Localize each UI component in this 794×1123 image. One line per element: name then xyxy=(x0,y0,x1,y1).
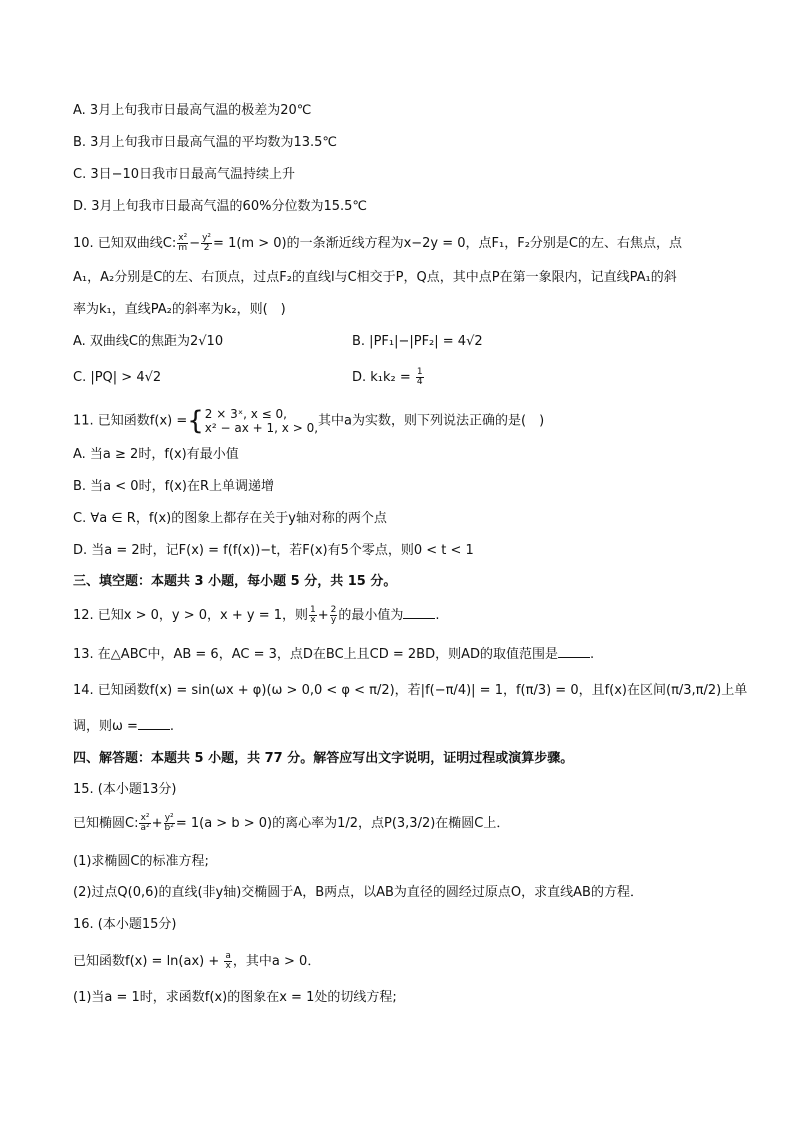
q16-part-1: (1)当a = 1时，求函数f(x)的图象在x = 1处的切线方程; xyxy=(73,990,397,1005)
section-3-heading: 三、填空题：本题共 3 小题，每小题 5 分，共 15 分。 xyxy=(73,574,397,589)
q16-stem: 已知函数f(x) = ln(ax) + $\frac{a}{x}$ ，其中a > 0． xyxy=(73,951,321,971)
q14-stem-line2: 调，则ω = . xyxy=(73,719,175,734)
q15-part-2: (2)过点Q(0,6)的直线(非y轴)交椭圆于A，B两点，以AB为直径的圆经过原点O，求直线AB的方程． xyxy=(73,885,643,900)
q9-option-b: B. 3月上旬我市日最高气温的平均数为13.5℃ xyxy=(73,135,337,150)
q14-answer-blank[interactable] xyxy=(138,717,170,730)
q15-frac-x2-a2: $\frac{\text{x²}}{\text{a²}}$ xyxy=(140,813,150,833)
q10-option-c: C. |PQ| > 4√2 xyxy=(73,370,162,385)
q16-heading: 16. (本小题15分) xyxy=(73,917,177,932)
q11-option-d: D. 当a = 2时，记F(x) = f(f(x))−t，若F(x)有5个零点，则0 < t < 1 xyxy=(73,543,474,558)
q11-option-c: C. ∀a ∈ R，f(x)的图象上都存在关于y轴对称的两个点 xyxy=(73,511,387,526)
q12-frac-1-x: $\frac{1}{x}$ xyxy=(310,605,316,625)
q12-frac-2-y: $\frac{2}{y}$ xyxy=(330,605,337,625)
q12-answer-blank[interactable] xyxy=(403,606,435,619)
q10-stem-line3: 率为k₁，直线PA₂的斜率为k₂，则( ) xyxy=(73,302,286,317)
section-4-heading: 四、解答题：本题共 5 小题，共 77 分。解答应写出文字说明，证明过程或演算步骤。 xyxy=(73,751,574,766)
q10-prefix: 10. 已知双曲线C: xyxy=(73,236,177,251)
q10-stem-line2: A₁，A₂分别是C的左、右顶点，过点F₂的直线l与C相交于P，Q点，其中点P在第一象限内，记直线PA₁的斜 xyxy=(73,270,677,285)
q14-stem-line1: 14. 已知函数f(x) = sin(ωx + φ)(ω > 0,0 < φ < π/2)，若|f(−π/4)| = 1，f(π/3) = 0，且f(x)在区间(π/3,π/2)上单 xyxy=(73,683,748,698)
q10-option-d: D. k₁k₂ = $\frac{1}{4}$ xyxy=(352,367,423,387)
q10-rest: = 1(m > 0)的一条渐近线方程为x−2y = 0，点F₁，F₂分别是C的左、右焦点，点 xyxy=(213,236,683,251)
q13-stem: 13. 在△ABC中，AB = 6，AC = 3，点D在BC上且CD = 2BD，则AD的取值范围是 . xyxy=(73,647,595,662)
q13-answer-blank[interactable] xyxy=(558,645,590,658)
q10-frac-1-4: $\frac{1}{4}$ xyxy=(416,367,423,387)
q11-option-a: A. 当a ≥ 2时，f(x)有最小值 xyxy=(73,447,239,462)
q15-stem: 已知椭圆C: $\frac{\text{x²}}{\text{a²}}$ + $\frac{\text{y²}}{\text{b²}}$ = 1(a > b > 0)的离心率为1/2，点P(3,3/2)在椭圆C上． xyxy=(73,813,510,833)
q12-stem: 12. 已知x > 0，y > 0，x + y = 1，则 $\frac{1}{x}$ + $\frac{2}{y}$ 的最小值为 . xyxy=(73,605,440,625)
q11-stem: 11. 已知函数f(x) ={ 2 × 3ˣ, x ≤ 0, x² − ax + 1, x > 0, 其中a为实数，则下列说法正确的是( ) xyxy=(73,406,545,436)
q15-heading: 15. (本小题13分) xyxy=(73,782,177,797)
q11-option-b: B. 当a < 0时，f(x)在R上单调递增 xyxy=(73,479,275,494)
q10-stem-line1: 10. 已知双曲线C: $\frac{\text{x²}}{m}$ − $\frac{\text{y²}}{2}$ = 1(m > 0)的一条渐近线方程为x−2y = 0，点F₁，F₂分别是C的左、右焦点，点 xyxy=(73,233,683,253)
q15-frac-y2-b2: $\frac{\text{y²}}{\text{b²}}$ xyxy=(164,813,174,833)
q10-option-b: B. |PF₁|−|PF₂| = 4√2 xyxy=(352,334,483,349)
q16-frac-a-x: $\frac{a}{x}$ xyxy=(225,951,231,971)
q9-option-a: A. 3月上旬我市日最高气温的极差为20℃ xyxy=(73,103,312,118)
piecewise-brace: { xyxy=(187,406,204,436)
q9-option-c: C. 3日−10日我市日最高气温持续上升 xyxy=(73,167,296,182)
q10-option-a: A. 双曲线C的焦距为2√10 xyxy=(73,334,224,349)
piecewise-cases: 2 × 3ˣ, x ≤ 0, x² − ax + 1, x > 0, xyxy=(204,407,319,435)
q9-option-d: D. 3月上旬我市日最高气温的60%分位数为15.5℃ xyxy=(73,199,367,214)
q10-frac-x2-m: $\frac{\text{x²}}{m}$ xyxy=(178,233,188,253)
q15-part-1: (1)求椭圆C的标准方程; xyxy=(73,854,209,869)
q10-frac-y2-2: $\frac{\text{y²}}{2}$ xyxy=(202,233,212,253)
